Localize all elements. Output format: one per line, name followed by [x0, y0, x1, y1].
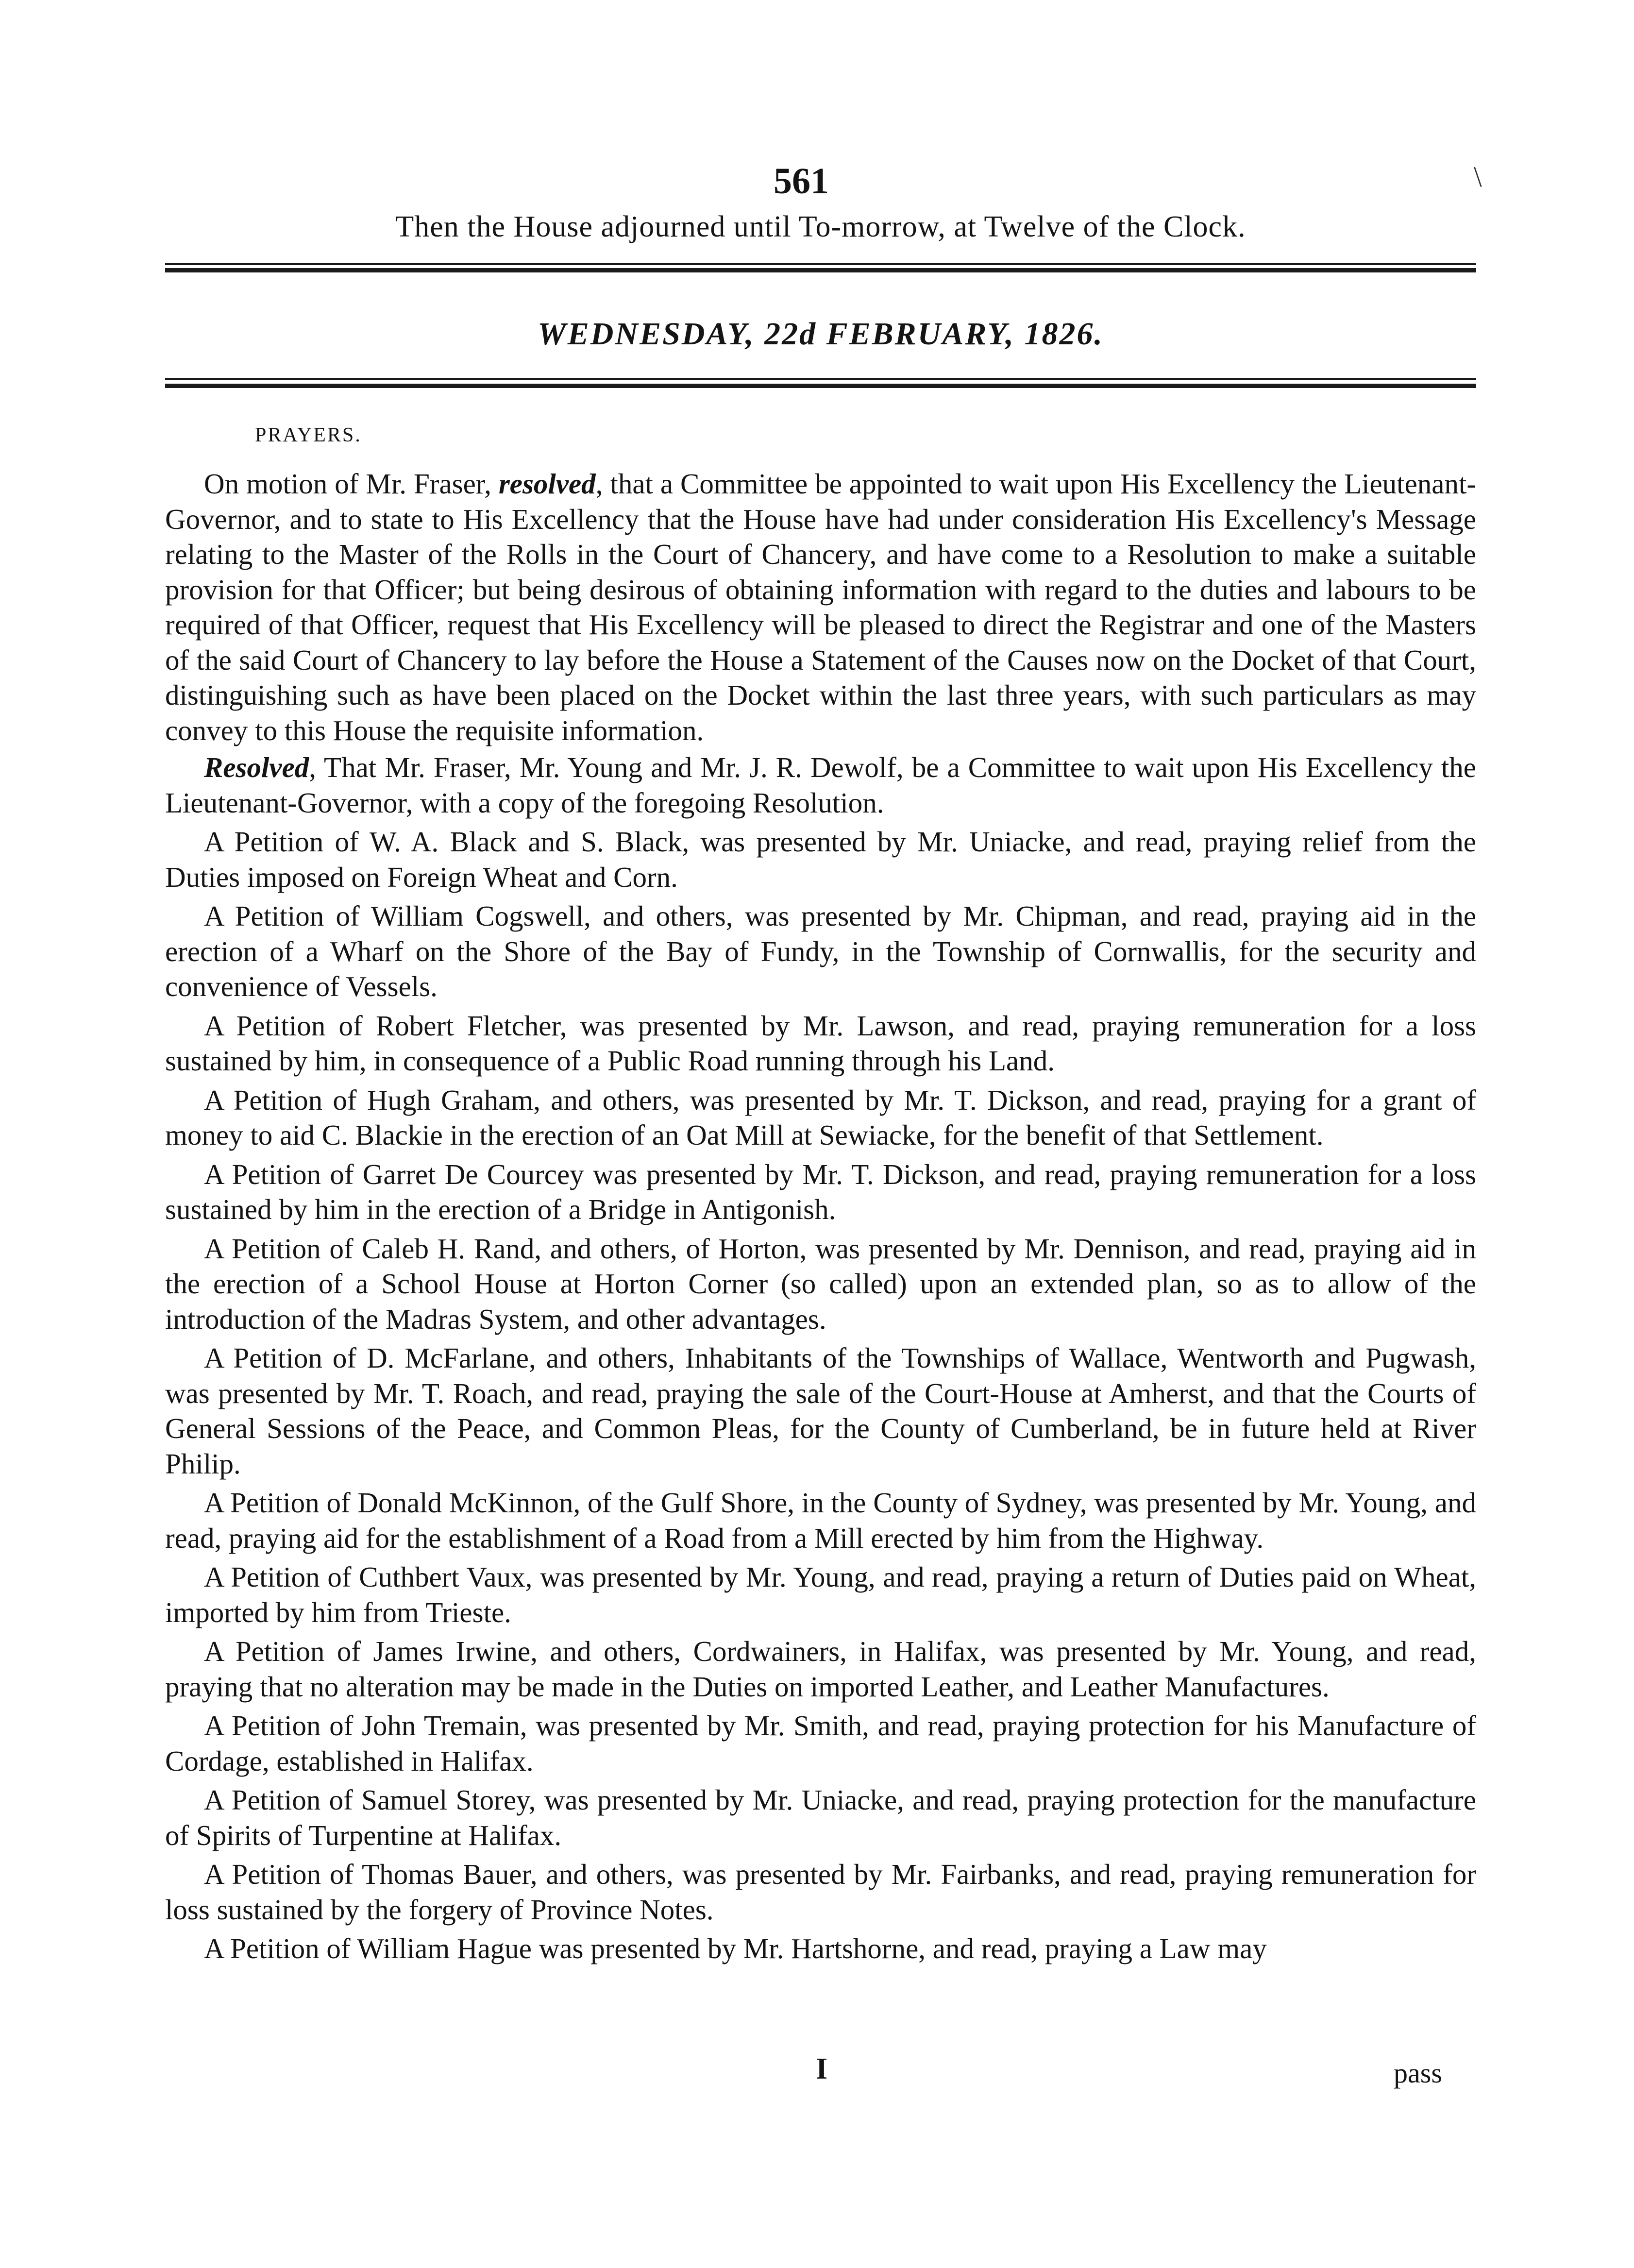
paragraph-petition-de-courcey: A Petition of Garret De Courcey was presented by Mr. T. Dickson, and read, praying remuneration for a loss sustained by him in the erection of a Bridge in Antigonish. [165, 1158, 1476, 1225]
paragraph-petition-cogswell: A Petition of William Cogswell, and others, was presented by Mr. Chipman, and read, praying aid in the erection of a Wharf on the Shore of the Bay of Fundy, in the Township of Cornwallis, for the security and convenience of Vessels. [165, 900, 1476, 1002]
paragraph-petition-hague: A Petition of William Hague was presented by Mr. Hartshorne, and read, praying a Law may [204, 1932, 1267, 1964]
paragraph-petition-storey: A Petition of Samuel Storey, was presented by Mr. Uniacke, and read, praying protection for the manufacture of Spirits of Turpentine at Halifax. [165, 1784, 1476, 1851]
paragraph-petition-irwine: A Petition of James Irwine, and others, Cordwainers, in Halifax, was presented by Mr. Young, and read, praying that no alteration may be made in the Duties on imported Leather, and Leather Manufactures. [165, 1635, 1476, 1703]
resolved-word: Resolved [204, 751, 309, 783]
paragraph-petition-mcfarlane: A Petition of D. McFarlane, and others, Inhabitants of the Townships of Wallace, Wentworth and Pugwash, was presented by Mr. T. Roach, and read, praying the sale of the Court-House at Amherst, and that the Courts of General Sessions of the Peace, and Common Pleas, for the County of Cumberland, be in future held at River Philip. [165, 1342, 1476, 1480]
paragraph-petition-vaux: A Petition of Cuthbert Vaux, was presented by Mr. Young, and read, praying a return of Duties paid on Wheat, imported by him from Trieste. [165, 1561, 1476, 1628]
prayers-heading: PRAYERS. [255, 424, 362, 446]
page-number: 561 [774, 161, 829, 202]
paragraph-committee-motion: On motion of Mr. Fraser, resolved, that a Committee be appointed to wait upon His Excellency the Lieutenant-Governor, and to state to His Excellency that the House have had under consideration His Excellency's Message relating to the Master of the Rolls in the Court of Chancery, and have come to a Resolution to make a suitable provision for that Officer; but being desirous of obtaining information with regard to the duties and labours to be required of that Officer, request that His Excellency will be pleased to direct the Registrar and one of the Masters of the said Court of Chancery to lay before the House a Statement of the Causes now on the Docket of that Court, distinguishing such as have been placed on the Docket within the last three years, with such particulars as may convey to this House the requisite information. [165, 468, 1476, 746]
paragraph-resolved: Resolved, That Mr. Fraser, Mr. Young and Mr. J. R. Dewolf, be a Committee to wait upon His Excellency the Lieutenant-Governor, with a copy of the foregoing Resolution. [165, 751, 1476, 819]
signature-mark: I [816, 2052, 828, 2085]
top-rule-thick [165, 268, 1476, 272]
paragraph-petition-mckinnon: A Petition of Donald McKinnon, of the Gulf Shore, in the County of Sydney, was presented by Mr. Young, and read, praying aid for the establishment of a Road from a Mill erected by him from the Highway. [165, 1487, 1476, 1554]
paragraph-petition-graham: A Petition of Hugh Graham, and others, was presented by Mr. T. Dickson, and read, praying for a grant of money to aid C. Blackie in the erection of an Oat Mill at Sewiacke, for the benefit of that Settlement. [165, 1083, 1476, 1151]
session-date: WEDNESDAY, 22d FEBRUARY, 1826. [538, 316, 1104, 352]
top-rule-thin [165, 263, 1476, 265]
margin-mark: \ [1474, 161, 1482, 193]
paragraph-petition-fletcher: A Petition of Robert Fletcher, was presented by Mr. Lawson, and read, praying remuneration for a loss sustained by him, in consequence of a Public Road running through his Land. [165, 1009, 1476, 1077]
date-rule-thick [165, 384, 1476, 388]
date-rule-thin [165, 378, 1476, 380]
paragraph-petition-rand: A Petition of Caleb H. Rand, and others, of Horton, was presented by Mr. Dennison, and read, praying aid in the erection of a School House at Horton Corner (so called) upon an extended plan, so as to allow of the introduction of the Madras System, and other advantages. [165, 1232, 1476, 1335]
paragraph-petition-black: A Petition of W. A. Black and S. Black, was presented by Mr. Uniacke, and read, praying relief from the Duties imposed on Foreign Wheat and Corn. [165, 826, 1476, 893]
adjournment-line: Then the House adjourned until To-morrow, at Twelve of the Clock. [395, 210, 1246, 243]
paragraph-petition-tremain: A Petition of John Tremain, was presented by Mr. Smith, and read, praying protection for his Manufacture of Cordage, established in Halifax. [165, 1709, 1476, 1777]
catchword: pass [1394, 2057, 1442, 2089]
resolved-word: resolved [498, 468, 596, 500]
paragraph-petition-bauer: A Petition of Thomas Bauer, and others, was presented by Mr. Fairbanks, and read, praying remuneration for loss sustained by the forgery of Province Notes. [165, 1858, 1476, 1926]
proceedings-body [165, 466, 1476, 1970]
